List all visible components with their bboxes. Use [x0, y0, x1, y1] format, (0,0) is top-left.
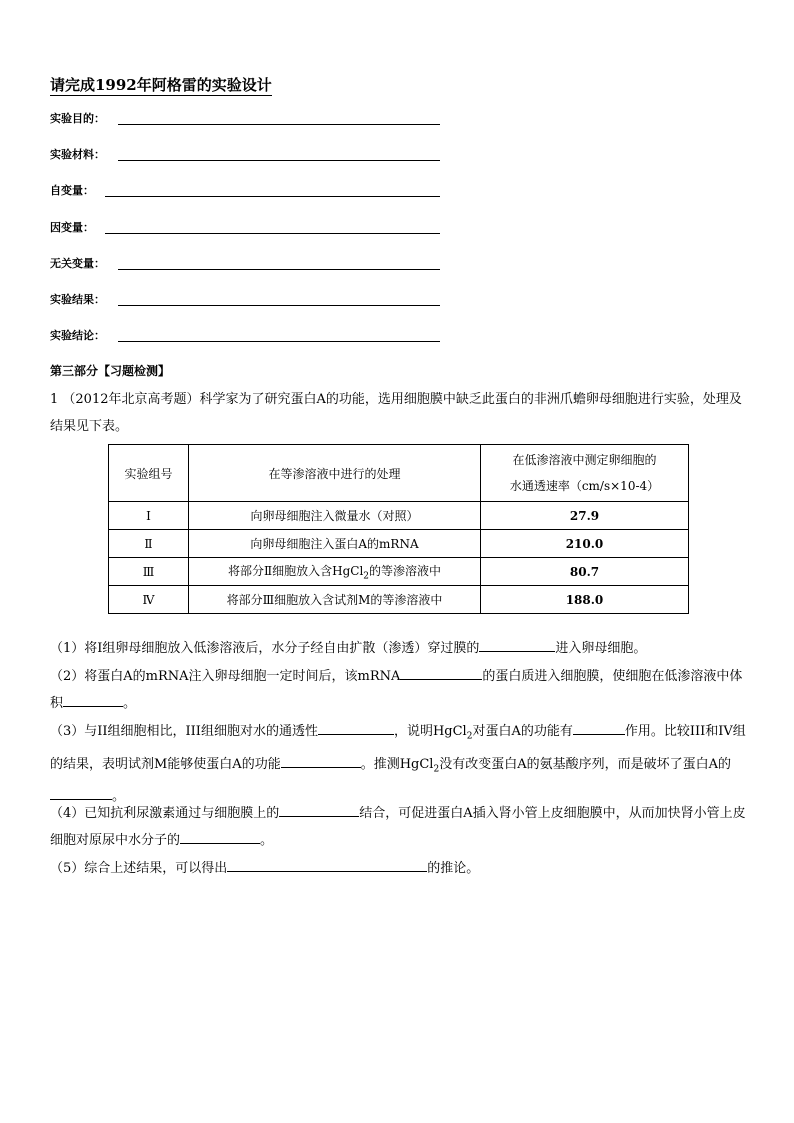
cell-group: Ⅳ [109, 586, 189, 614]
cell-treatment: 向卵母细胞注入微量水（对照） [189, 502, 481, 530]
question-3 [50, 718, 750, 810]
field-label: 自变量： [50, 184, 94, 197]
question-text: 。推测HgCl [360, 756, 434, 772]
question-1 [50, 635, 750, 662]
treatment-text-a: 将部分Ⅱ细胞放入含HgCl [227, 563, 364, 578]
table-header-row [109, 445, 689, 502]
field-independent-variable [50, 182, 442, 200]
cell-treatment: 向卵母细胞注入蛋白A的mRNA [189, 530, 481, 558]
answer-blank[interactable] [318, 720, 394, 735]
answer-line[interactable] [118, 124, 440, 125]
cell-rate: 210.0 [481, 530, 689, 558]
answer-blank[interactable] [479, 637, 555, 652]
answer-line[interactable] [118, 341, 440, 342]
header-rate-line2: 水通透速率（cm/s×10-4） [509, 479, 660, 493]
question-text: 进入卵母细胞。 [555, 641, 647, 656]
answer-blank[interactable] [281, 753, 361, 768]
header-rate [481, 445, 689, 502]
cell-rate: 80.7 [481, 558, 689, 586]
cell-group: Ⅱ [109, 530, 189, 558]
header-group: 实验组号 [109, 445, 189, 502]
question-text: 没有改变蛋白A的氨基酸序列，而是破坏了蛋白A的 [439, 756, 731, 772]
field-label: 因变量： [50, 221, 94, 234]
answer-blank[interactable] [573, 720, 625, 735]
page-title: 请完成1992年阿格雷的实验设计 [50, 76, 272, 94]
question-text: 的推论。 [427, 861, 480, 876]
question-text: 。 [260, 833, 274, 848]
question-text: 对蛋白A的功能有 [472, 724, 573, 739]
field-label: 实验目的： [50, 112, 105, 125]
answer-line[interactable] [105, 196, 440, 197]
question-5 [50, 855, 750, 882]
table-row [109, 502, 689, 530]
cell-treatment [189, 558, 481, 586]
question-text: 作用。比较III和IV组的结果，表明试剂M能够使蛋白A的功能 [50, 724, 746, 772]
answer-blank[interactable] [63, 692, 123, 707]
answer-blank[interactable] [180, 829, 260, 844]
answer-blank[interactable] [227, 857, 427, 872]
question-2 [50, 663, 750, 717]
answer-line[interactable] [118, 305, 440, 306]
question-text: 结合，可促进蛋白A插入肾小管上皮细胞膜中，从而加快肾小管上皮细胞对原尿中水分子的 [50, 806, 746, 848]
field-experiment-materials [50, 146, 442, 164]
answer-blank[interactable] [50, 785, 112, 800]
subscript: 2 [363, 571, 370, 582]
subscript: 2 [466, 731, 473, 742]
section-heading: 第三部分【习题检测】 [50, 364, 171, 378]
question-4 [50, 800, 750, 854]
results-table [108, 444, 689, 614]
cell-rate: 188.0 [481, 586, 689, 614]
cell-treatment: 将部分Ⅲ细胞放入含试剂M的等渗溶液中 [189, 586, 481, 614]
question-text: （4）已知抗利尿激素通过与细胞膜上的 [50, 806, 280, 821]
table-row [109, 586, 689, 614]
question-text: （1）将I组卵母细胞放入低渗溶液后，水分子经自由扩散（渗透）穿过膜的 [50, 641, 480, 656]
cell-rate: 27.9 [481, 502, 689, 530]
field-experiment-result [50, 291, 442, 309]
cell-group: Ⅰ [109, 502, 189, 530]
table-row [109, 558, 689, 586]
question-text: ，说明HgCl [393, 724, 467, 739]
question-intro: 1 （2012年北京高考题）科学家为了研究蛋白A的功能，选用细胞膜中缺乏此蛋白的非洲爪蟾卵母细胞进行实验，处理及结果见下表。 [50, 392, 742, 434]
answer-line[interactable] [118, 160, 440, 161]
field-label: 实验结果： [50, 293, 105, 306]
answer-blank[interactable] [279, 802, 359, 817]
field-label: 实验结论： [50, 329, 105, 342]
field-experiment-purpose [50, 110, 442, 128]
header-rate-line1: 在低渗溶液中测定卵细胞的 [512, 453, 657, 467]
cell-group: Ⅲ [109, 558, 189, 586]
question-text: 。 [112, 789, 126, 805]
field-irrelevant-variable [50, 255, 442, 273]
field-label: 无关变量： [50, 257, 105, 270]
field-label: 实验材料： [50, 148, 105, 161]
answer-line[interactable] [105, 233, 440, 234]
question-text: （3）与II组细胞相比，III组细胞对水的通透性 [50, 724, 318, 739]
header-treatment: 在等渗溶液中进行的处理 [189, 445, 481, 502]
answer-line[interactable] [118, 269, 440, 270]
question-text: 的蛋白质进入细胞膜，使细胞在低渗溶液中体积 [50, 669, 743, 711]
field-experiment-conclusion [50, 327, 442, 345]
subscript: 2 [433, 764, 440, 775]
question-text: 。 [123, 696, 137, 711]
treatment-text-b: 的等渗溶液中 [369, 563, 442, 578]
table-row [109, 530, 689, 558]
answer-blank[interactable] [400, 665, 482, 680]
field-dependent-variable [50, 219, 442, 237]
question-text: （2）将蛋白A的mRNA注入卵母细胞一定时间后，该mRNA [50, 669, 401, 684]
question-text: （5）综合上述结果，可以得出 [50, 861, 228, 876]
